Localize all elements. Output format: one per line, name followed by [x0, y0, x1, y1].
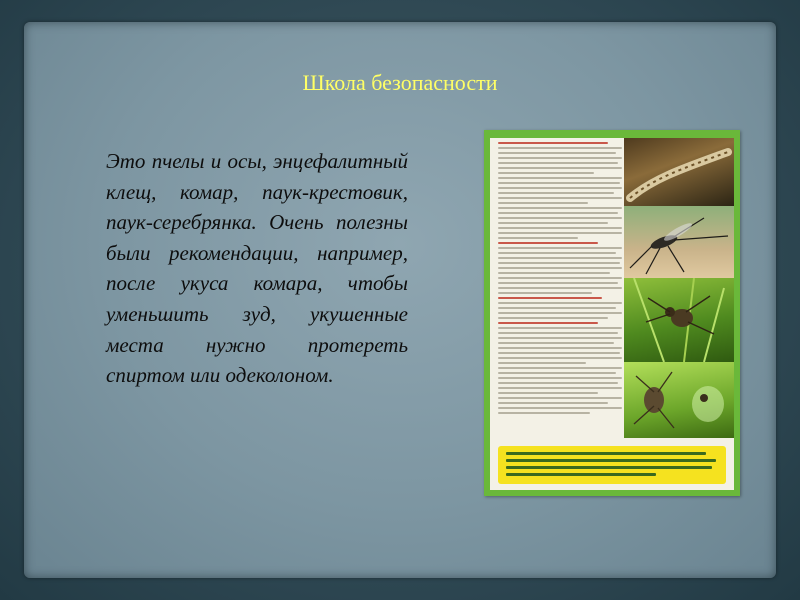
silver-spider-photo: [624, 362, 734, 438]
book-text-column: [498, 142, 624, 442]
yellow-notice-box: [498, 446, 726, 484]
slide-body-text: Это пчелы и осы, энцефалитный клещ, комар, паук-крестовик, паук-серебрянка. Очень полезны были рекомендации, например, после укуса комара, чтобы уменьшить зуд, укушенные места нужно протереть спиртом или одеколоном.: [106, 149, 408, 388]
mosquito-photo: [624, 206, 734, 278]
book-page-image: [484, 130, 740, 496]
insect-photos: [624, 138, 734, 438]
spider-photo: [624, 278, 734, 362]
caterpillar-photo: [624, 138, 734, 206]
book-page: [490, 138, 734, 490]
slide-title: Школа безопасности: [302, 70, 498, 95]
